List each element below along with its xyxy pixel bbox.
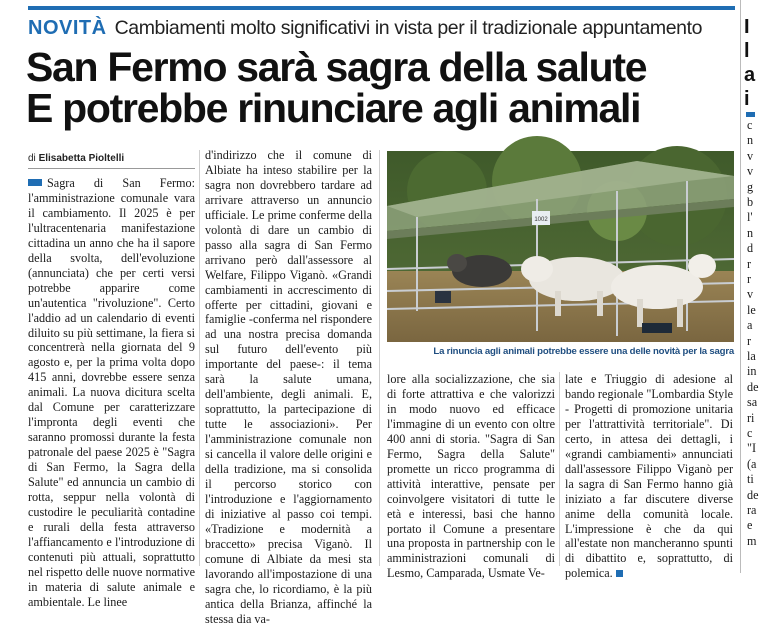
adjacent-text-letter: a bbox=[747, 318, 753, 333]
column-divider bbox=[199, 150, 200, 566]
headline bbox=[26, 44, 738, 131]
adjacent-text-letter: in bbox=[747, 364, 757, 379]
adjacent-text-letter: c bbox=[747, 118, 753, 132]
byline-divider bbox=[28, 168, 195, 169]
kicker-subtitle: Cambiamenti molto significativi in vista per il tradizionale appuntamento bbox=[114, 17, 703, 39]
adjacent-headline-letter: a bbox=[744, 64, 756, 86]
article-column-3 bbox=[387, 372, 555, 581]
article-end-icon bbox=[616, 570, 623, 577]
adjacent-text-letter: de bbox=[747, 379, 759, 394]
article-column-4-text: late e Triuggio di adesione al bando regionale "Lombardia Style - Progetti di promozione unitaria per l'attrattività territoriale". Di certo, in attesa dei dettagli, i «grandi cambiamenti» annunciati dall'assessore Filippo Viganò per la sagra di San Fermo hanno già iniziato a far discutere diverse anime della comunità locale. L'impressione è che da qui all'estate non mancheranno spunti di dibattito e, soprattutto, di polemica. bbox=[565, 372, 733, 581]
article-column-4 bbox=[565, 372, 733, 581]
adjacent-text-letter: v bbox=[747, 148, 754, 163]
page-divider bbox=[740, 0, 741, 573]
adjacent-text-letter: r bbox=[747, 256, 752, 271]
adjacent-text-letter: le bbox=[747, 302, 756, 317]
adjacent-text-letter: "I bbox=[747, 441, 757, 456]
adjacent-text-letter: ri bbox=[747, 410, 755, 425]
article-photo bbox=[387, 151, 734, 342]
adjacent-text-letter: e bbox=[747, 518, 753, 533]
paragraph-marker-icon bbox=[28, 179, 42, 186]
adjacent-text-letter: r bbox=[747, 272, 752, 286]
adjacent-headline-letter: l bbox=[744, 40, 750, 62]
byline-author: Elisabetta Pioltelli bbox=[38, 153, 125, 164]
article-column-1-text: Sagra di San Fermo: l'amministrazione comunale vara il cambiamento. Il 2025 è per l'ultracentenaria manifestazione cittadina un anno che ha il sapore della svolta, dell'evoluzione (annunciata) che per certi versi potrebbe apparire come un'autentica "rivoluzione". Certo l'addio ad un calendario di eventi diluito su più settimane, la fiera si concentrerà nella giornata del 9 agosto e, per la prima volta dopo 415 anni, dovrebbe essere senza animali. La nuova dicitura scelta dal Comune per caratterizzare l'impronta degli eventi che saranno promossi durante la festa patronale del paese 2025 è "Sagra di San Fermo, la Sagra della Salute" ed annuncia un cambio di rotta, seppur nella volontà di custodire le peculiarità contadine e rurali della festa attraverso l'affiancamento e l'introduzione di contenuti più attuali, soprattutto nel rispetto delle nuove normative in materia di salute animale e ambientale. Le linee bbox=[28, 176, 195, 609]
adjacent-text-letter: l' bbox=[747, 210, 753, 225]
kicker-tag: NOVITÀ bbox=[28, 17, 107, 39]
adjacent-text-letter: r bbox=[747, 333, 752, 348]
article-column-2 bbox=[205, 148, 372, 626]
article-column-2-text: d'indirizzo che il comune di Albiate ha inteso stabilire per la sagra non dovrebbero tardare ad arrivare attraverso un annuncio ufficiale. Le prime conferme della volontà di dare un cambio di passo alla sagra di San Fermo arrivano però dall'assessore al Welfare, Filippo Viganò. «Grandi cambiamenti in accrescimento di offerte per cittadini, giovani e famiglie -conferma nel rispondere ad una nostra precisa domanda sul futuro dell'evento più importante del paese-: il tema sarà la salute umana, dell'ambiente, degli animali. E, soprattutto, la partecipazione di tutte le associazioni». Per l'amministrazione comunale non si cancella il valore delle origini e della tradizione, ma si consolida il percorso storico con l'introduzione e l'aggiornamento di iniziative al passo coi tempi. «Tradizione e modernità a braccetto» precisa Viganò. Il comune di Albiate da mesi sta lavorando all'impostazione di una sagra che, lo ricordiamo, è la più antica della Brianza, affinché la stessa dia va- bbox=[205, 148, 372, 626]
adjacent-text-letter: d bbox=[747, 241, 754, 256]
adjacent-headline-letter: I bbox=[744, 16, 750, 38]
column-divider bbox=[379, 150, 380, 566]
byline bbox=[28, 153, 198, 164]
column-divider bbox=[559, 372, 560, 566]
adjacent-text-letter: sa bbox=[747, 395, 758, 410]
adjacent-text-letter: m bbox=[747, 533, 757, 548]
adjacent-text-letter: la bbox=[747, 349, 756, 363]
article-column-1 bbox=[28, 176, 195, 609]
adjacent-text-letter: g bbox=[747, 179, 754, 194]
cattle-pen-image bbox=[387, 151, 734, 342]
adjacent-text-letter: ti bbox=[747, 472, 754, 487]
headline-line-1: San Fermo sarà sagra della salute bbox=[26, 44, 647, 90]
adjacent-text-letter: n bbox=[747, 225, 754, 240]
adjacent-text-letter: de bbox=[747, 487, 759, 502]
adjacent-text-letter: n bbox=[747, 133, 754, 148]
adjacent-article-edge bbox=[744, 0, 759, 573]
adjacent-marker-icon bbox=[746, 112, 755, 117]
adjacent-text-letter: c bbox=[747, 426, 753, 440]
top-accent-bar bbox=[28, 6, 735, 10]
adjacent-text-letter: ra bbox=[747, 503, 757, 517]
headline-line-2: E potrebbe rinunciare agli animali bbox=[26, 85, 641, 131]
adjacent-text-letter: b bbox=[747, 195, 754, 209]
photo-caption: La rinuncia agli animali potrebbe essere una delle novità per la sagra bbox=[433, 346, 734, 357]
byline-prefix: di bbox=[28, 153, 36, 164]
kicker bbox=[28, 16, 738, 40]
adjacent-headline-letter: i bbox=[744, 88, 750, 110]
adjacent-text-letter: v bbox=[747, 287, 754, 302]
article-column-3-text: lore alla socializzazione, che sia di forte attrattiva e che valorizzi in modo nuovo ed efficace l'immagine di un evento con oltre 400 anni di storia. "Sagra di San Fermo, Sagra della Salute" promette un ricco programma di attività interattive, pensate per coinvolgere visitatori di tutte le età e interessi, basi che hanno portato il Comune a presentare una proposta in partnership con le amministrazioni comunali di Lesmo, Camparada, Usmate Ve- bbox=[387, 372, 555, 581]
adjacent-text-letter: (a bbox=[747, 456, 757, 471]
adjacent-text-letter: v bbox=[747, 164, 754, 179]
animal-tag-number: 1002 bbox=[534, 217, 548, 223]
